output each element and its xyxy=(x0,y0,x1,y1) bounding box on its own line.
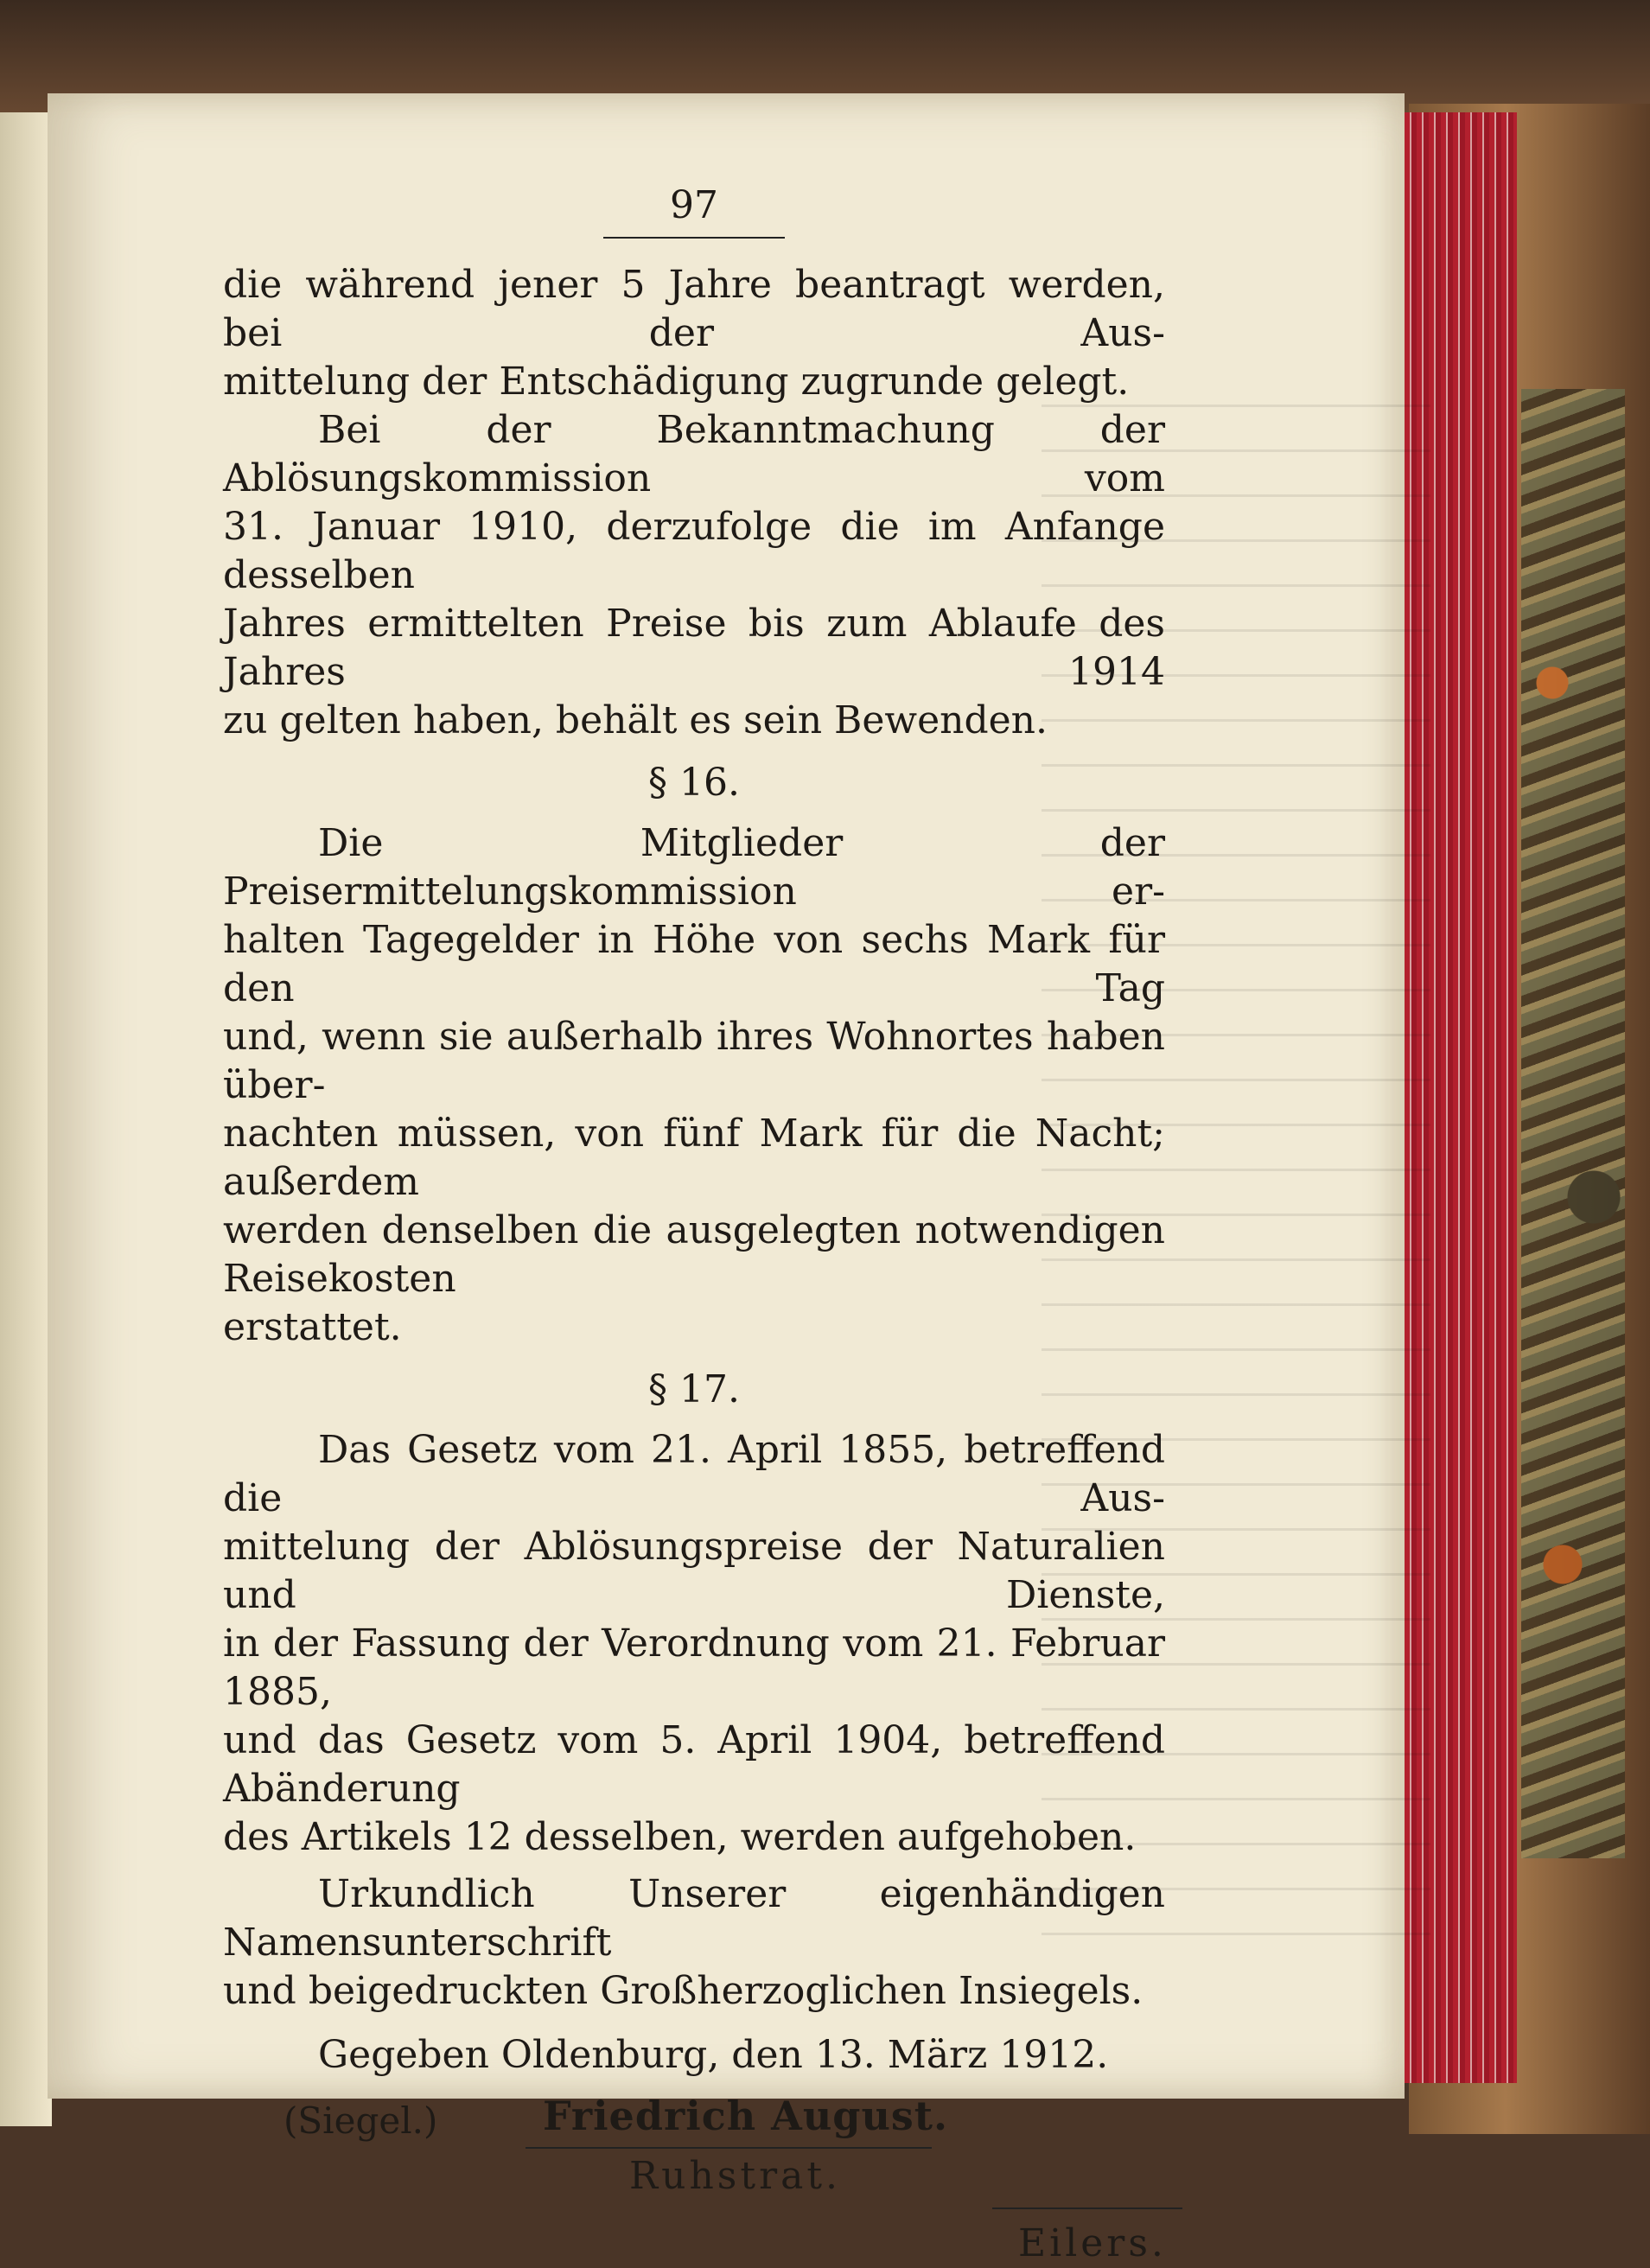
text-line: nachten müssen, von fünf Mark für die Nacht; außerdem xyxy=(223,1112,1165,1204)
text-line: des Artikels 12 desselben, werden aufgehoben. xyxy=(223,1815,1137,1859)
text-line: erstattet. xyxy=(223,1305,402,1349)
date-line: Gegeben Oldenburg, den 13. März 1912. xyxy=(318,2033,1109,2077)
text-line: zu gelten haben, behält es sein Bewenden. xyxy=(223,698,1048,742)
section-heading-16: § 16. xyxy=(648,761,740,805)
text-line: und das Gesetz vom 5. April 1904, betreffend Abänderung xyxy=(223,1718,1165,1811)
text-line: Das Gesetz vom 21. April 1855, betreffend die Aus- xyxy=(223,1428,1165,1520)
paragraph-6 xyxy=(223,2031,1165,2080)
seal-label: (Siegel.) xyxy=(283,2099,438,2142)
text-line: Urkundlich Unserer eigenhändigen Namensunterschrift xyxy=(223,1872,1165,1965)
text-line: mittelung der Ablösungspreise der Naturalien und Dienste, xyxy=(223,1525,1165,1617)
text-line: Jahres ermittelten Preise bis zum Ablaufe des Jahres 1914 xyxy=(223,602,1165,694)
text-line: werden denselben die ausgelegten notwendigen Reisekosten xyxy=(223,1208,1165,1301)
text-line: die während jener 5 Jahre beantragt werden, bei der Aus- xyxy=(223,263,1165,355)
page-text xyxy=(223,182,1165,2268)
sovereign-signature: Friedrich August. xyxy=(543,2093,949,2139)
text-line: und, wenn sie außerhalb ihres Wohnortes haben über- xyxy=(223,1015,1165,1107)
text-line: und beigedruckten Großherzoglichen Insiegels. xyxy=(223,1969,1144,2013)
text-line: halten Tagegelder in Höhe von sechs Mark für den Tag xyxy=(223,918,1165,1010)
paragraph-3 xyxy=(223,819,1165,1352)
countersign-name: Eilers. xyxy=(1018,2221,1167,2265)
paragraph-4 xyxy=(223,1426,1165,1862)
countersign-name: Ruhstrat. xyxy=(629,2154,841,2198)
countersignature-2 xyxy=(223,2207,1165,2268)
countersignature-1 xyxy=(223,2152,1165,2207)
page-number: 97 xyxy=(603,182,785,239)
text-line: mittelung der Entschädigung zugrunde gelegt. xyxy=(223,360,1130,404)
text-line: Bei der Bekanntmachung der Ablösungskommission vom xyxy=(223,408,1165,500)
paragraph-1 xyxy=(223,261,1165,406)
left-page-edge xyxy=(0,112,52,2126)
signature-row xyxy=(223,2092,1165,2152)
paragraph-5 xyxy=(223,1870,1165,2016)
text-line: in der Fassung der Verordnung vom 21. Februar 1885, xyxy=(223,1621,1165,1714)
marbled-board xyxy=(1521,389,1625,1858)
signature-rule xyxy=(992,2207,1182,2209)
signature-rule xyxy=(526,2147,932,2149)
section-heading-17: § 17. xyxy=(648,1367,740,1411)
text-line: Die Mitglieder der Preisermittelungskommission er- xyxy=(223,821,1165,914)
text-line: 31. Januar 1910, derzufolge die im Anfange desselben xyxy=(223,505,1165,597)
paragraph-2 xyxy=(223,406,1165,745)
